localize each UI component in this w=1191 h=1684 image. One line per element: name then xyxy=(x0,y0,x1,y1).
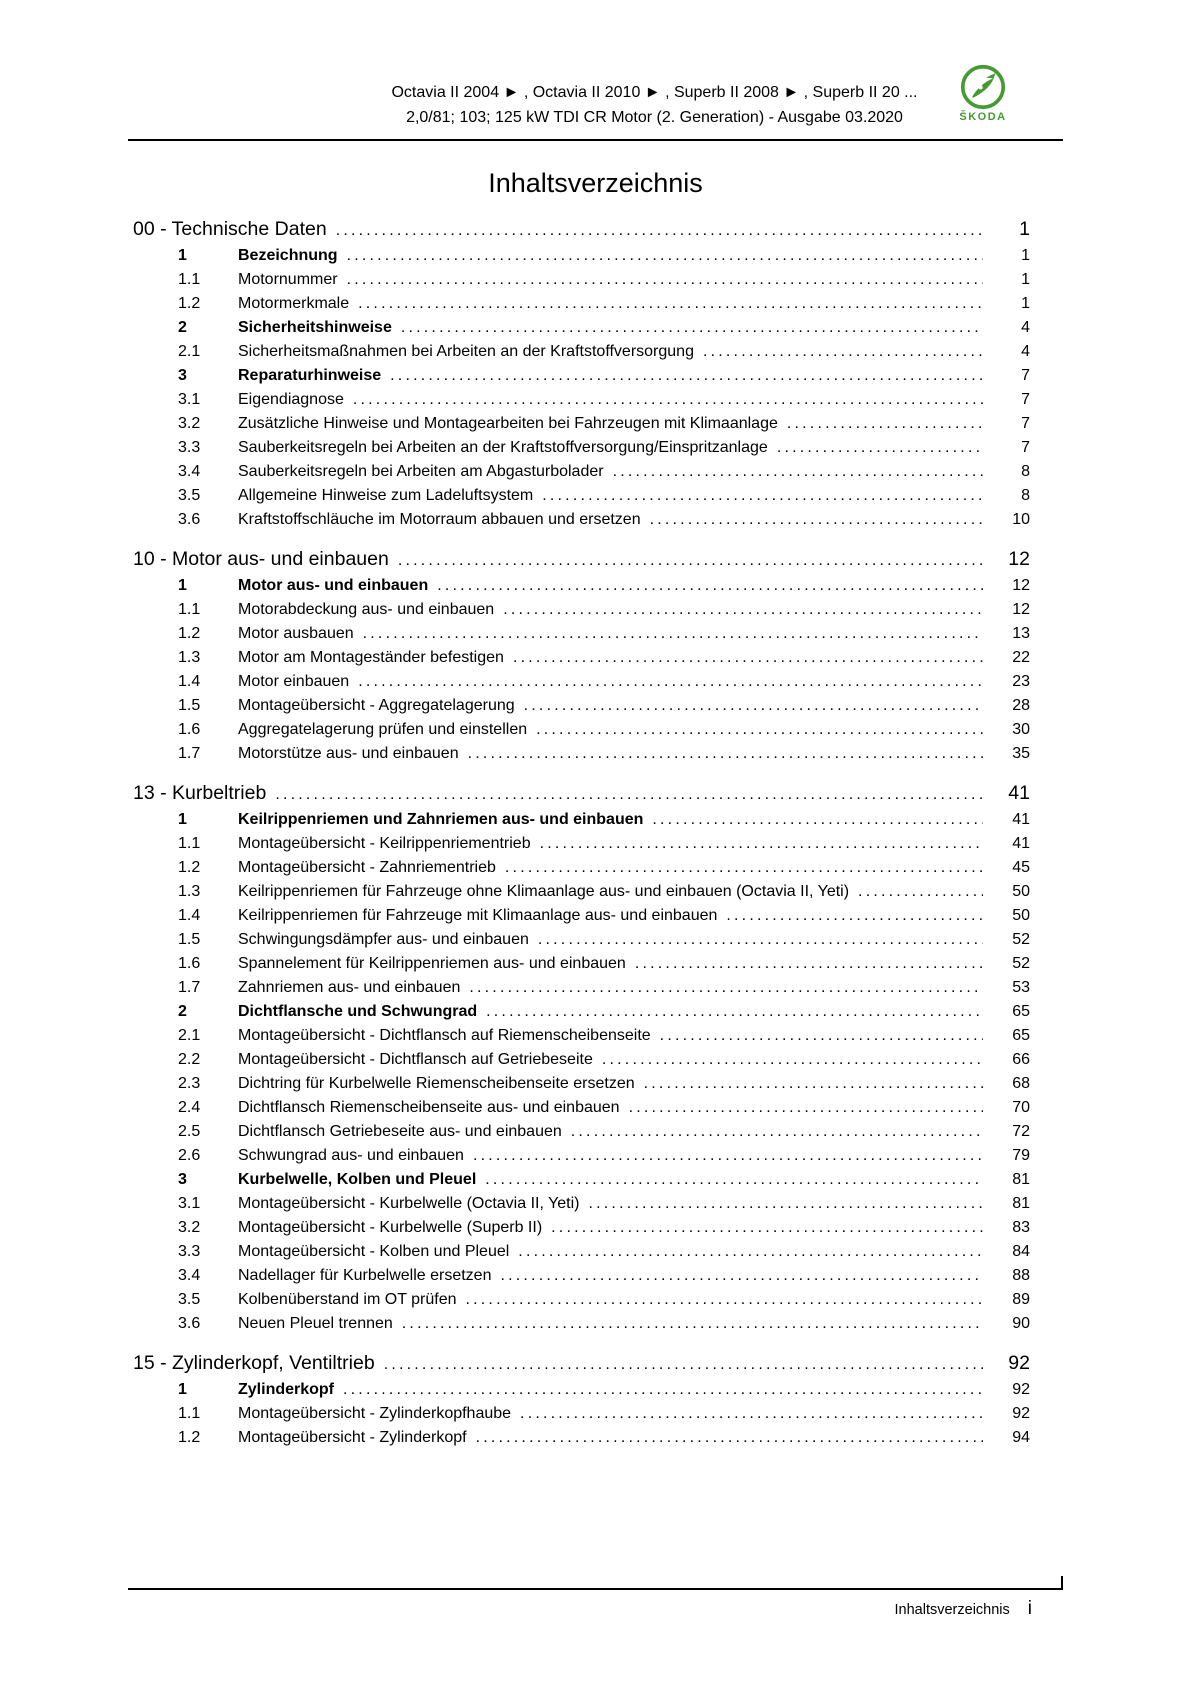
dot-leader xyxy=(520,1402,983,1426)
entry-page-number: 50 xyxy=(1012,883,1030,900)
entry-page-number: 22 xyxy=(1012,649,1030,666)
toc-entry-row[interactable] xyxy=(128,1096,1063,1120)
footer-page-number: i xyxy=(1027,1598,1032,1619)
toc-entry-row[interactable] xyxy=(128,646,1063,670)
entry-title: Motor am Montageständer befestigen xyxy=(238,649,504,666)
dot-leader xyxy=(858,880,983,904)
entry-title: Motorstütze aus- und einbauen xyxy=(238,745,459,762)
entry-number: 1.1 xyxy=(178,271,201,288)
entry-number: 1.3 xyxy=(178,883,201,900)
chapter-title: 15 - Zylinderkopf, Ventiltrieb xyxy=(133,1352,375,1374)
dot-leader xyxy=(437,574,983,598)
entry-number: 2 xyxy=(178,1003,187,1020)
entry-number: 1.2 xyxy=(178,859,201,876)
entry-number: 1.4 xyxy=(178,673,201,690)
dot-leader xyxy=(513,646,983,670)
entry-page-number: 4 xyxy=(1021,343,1030,360)
entry-title: Neuen Pleuel trennen xyxy=(238,1315,393,1332)
toc-entry-row[interactable] xyxy=(128,904,1063,928)
entry-title: Aggregatelagerung prüfen und einstellen xyxy=(238,721,528,738)
entry-title: Reparaturhinweise xyxy=(238,367,382,384)
entry-title: Keilrippenriemen und Zahnriemen aus- und einbauen xyxy=(238,811,644,828)
toc-entry-row[interactable] xyxy=(128,1144,1063,1168)
entry-number: 1.2 xyxy=(178,295,201,312)
entry-title: Keilrippenriemen für Fahrzeuge mit Klimaanlage aus- und einbauen xyxy=(238,907,718,924)
entry-title: Montageübersicht - Zylinderkopf xyxy=(238,1429,467,1446)
toc-entry-row[interactable] xyxy=(128,1402,1063,1426)
entry-number: 2.2 xyxy=(178,1051,201,1068)
toc-entry-row[interactable] xyxy=(128,1312,1063,1336)
entry-title: Zusätzliche Hinweise und Montagearbeiten bei Fahrzeugen mit Klimaanlage xyxy=(238,415,778,432)
entry-title: Bezeichnung xyxy=(238,247,338,264)
entry-title: Montageübersicht - Zahnriementrieb xyxy=(238,859,496,876)
entry-number: 1 xyxy=(178,247,187,264)
entry-number: 1.1 xyxy=(178,601,201,618)
entry-page-number: 7 xyxy=(1021,367,1030,384)
entry-number: 1.1 xyxy=(178,835,201,852)
dot-leader xyxy=(363,622,983,646)
toc-entry-row[interactable] xyxy=(128,460,1063,484)
toc-chapter-row[interactable] xyxy=(128,778,1063,808)
dot-leader xyxy=(469,976,983,1000)
toc-entry-row[interactable] xyxy=(128,952,1063,976)
entry-number: 3.6 xyxy=(178,511,201,528)
entry-page-number: 50 xyxy=(1012,907,1030,924)
entry-number: 2.1 xyxy=(178,343,201,360)
toc-entry-row[interactable] xyxy=(128,340,1063,364)
toc-entry-row[interactable] xyxy=(128,244,1063,268)
dot-leader xyxy=(486,1000,983,1024)
toc-entry-row[interactable] xyxy=(128,832,1063,856)
dot-leader xyxy=(347,244,983,268)
page-header xyxy=(128,80,1063,130)
dot-leader xyxy=(551,1216,983,1240)
entry-number: 1.3 xyxy=(178,649,201,666)
page-footer xyxy=(128,1598,1063,1620)
chapter-title: 13 - Kurbeltrieb xyxy=(133,782,267,804)
entry-page-number: 35 xyxy=(1012,745,1030,762)
dot-leader xyxy=(660,1024,983,1048)
dot-leader xyxy=(650,508,983,532)
entry-number: 3.5 xyxy=(178,1291,201,1308)
entry-page-number: 41 xyxy=(1012,811,1030,828)
entry-title: Motornummer xyxy=(238,271,338,288)
entry-title: Nadellager für Kurbelwelle ersetzen xyxy=(238,1267,492,1284)
dot-leader xyxy=(358,292,983,316)
entry-page-number: 66 xyxy=(1012,1051,1030,1068)
toc-chapter-row[interactable] xyxy=(128,1348,1063,1378)
entry-page-number: 8 xyxy=(1021,463,1030,480)
dot-leader xyxy=(398,544,983,576)
entry-page-number: 28 xyxy=(1012,697,1030,714)
entry-number: 3.4 xyxy=(178,463,201,480)
entry-title: Sicherheitshinweise xyxy=(238,319,392,336)
entry-title: Motor einbauen xyxy=(238,673,350,690)
toc-entry-row[interactable] xyxy=(128,1264,1063,1288)
dot-leader xyxy=(275,778,983,810)
entry-number: 3.2 xyxy=(178,415,201,432)
entry-number: 2.5 xyxy=(178,1123,201,1140)
dot-leader xyxy=(613,460,983,484)
dot-leader xyxy=(538,928,983,952)
entry-page-number: 12 xyxy=(1012,577,1030,594)
toc-entry-row[interactable] xyxy=(128,808,1063,832)
chapter-title: 10 - Motor aus- und einbauen xyxy=(133,548,389,570)
dot-leader xyxy=(485,1168,983,1192)
entry-page-number: 8 xyxy=(1021,487,1030,504)
toc-entry-row[interactable] xyxy=(128,1168,1063,1192)
entry-page-number: 53 xyxy=(1012,979,1030,996)
toc-entry-row[interactable] xyxy=(128,1192,1063,1216)
entry-page-number: 23 xyxy=(1012,673,1030,690)
entry-page-number: 89 xyxy=(1012,1291,1030,1308)
footer-label: Inhaltsverzeichnis xyxy=(894,1602,1010,1618)
entry-page-number: 65 xyxy=(1012,1027,1030,1044)
entry-number: 1.7 xyxy=(178,745,201,762)
dot-leader xyxy=(629,1096,983,1120)
entry-page-number: 72 xyxy=(1012,1123,1030,1140)
entry-page-number: 52 xyxy=(1012,955,1030,972)
entry-number: 3.2 xyxy=(178,1219,201,1236)
entry-number: 3.5 xyxy=(178,487,201,504)
entry-page-number: 65 xyxy=(1012,1003,1030,1020)
entry-page-number: 84 xyxy=(1012,1243,1030,1260)
entry-page-number: 52 xyxy=(1012,931,1030,948)
entry-title: Montageübersicht - Aggregatelagerung xyxy=(238,697,515,714)
entry-title: Montageübersicht - Kurbelwelle (Octavia II, Yeti) xyxy=(238,1195,580,1212)
entry-title: Dichtflansch Riemenscheibenseite aus- und einbauen xyxy=(238,1099,620,1116)
entry-number: 1.6 xyxy=(178,721,201,738)
entry-title: Montageübersicht - Kolben und Pleuel xyxy=(238,1243,510,1260)
entry-number: 1.2 xyxy=(178,1429,201,1446)
entry-title: Schwingungsdämpfer aus- und einbauen xyxy=(238,931,529,948)
entry-title: Motor ausbauen xyxy=(238,625,354,642)
entry-page-number: 10 xyxy=(1012,511,1030,528)
entry-title: Schwungrad aus- und einbauen xyxy=(238,1147,464,1164)
entry-title: Allgemeine Hinweise zum Ladeluftsystem xyxy=(238,487,534,504)
entry-title: Zylinderkopf xyxy=(238,1381,335,1398)
skoda-logo xyxy=(956,64,1010,123)
toc-entry-row[interactable] xyxy=(128,1048,1063,1072)
chapter-page-number: 1 xyxy=(1019,218,1030,240)
dot-leader xyxy=(473,1144,983,1168)
toc-entry-row[interactable] xyxy=(128,316,1063,340)
entry-title: Eigendiagnose xyxy=(238,391,344,408)
entry-title: Montageübersicht - Keilrippenriementrieb xyxy=(238,835,531,852)
entry-title: Dichtring für Kurbelwelle Riemenscheibenseite ersetzen xyxy=(238,1075,635,1092)
entry-title: Spannelement für Keilrippenriemen aus- und einbauen xyxy=(238,955,626,972)
entry-title: Montageübersicht - Kurbelwelle (Superb II) xyxy=(238,1219,543,1236)
entry-title: Keilrippenriemen für Fahrzeuge ohne Klimaanlage aus- und einbauen (Octavia II, Yeti) xyxy=(238,883,850,900)
entry-title: Sicherheitsmaßnahmen bei Arbeiten an der Kraftstoffversorgung xyxy=(238,343,694,360)
entry-page-number: 13 xyxy=(1012,625,1030,642)
dot-leader xyxy=(503,598,983,622)
toc-entry-row[interactable] xyxy=(128,1426,1063,1450)
entry-title: Motor aus- und einbauen xyxy=(238,577,429,594)
entry-number: 2.3 xyxy=(178,1075,201,1092)
dot-leader xyxy=(589,1192,984,1216)
entry-page-number: 81 xyxy=(1012,1195,1030,1212)
dot-leader xyxy=(505,856,983,880)
toc-entry-row[interactable] xyxy=(128,622,1063,646)
dot-leader xyxy=(468,742,983,766)
entry-title: Kurbelwelle, Kolben und Pleuel xyxy=(238,1171,477,1188)
dot-leader xyxy=(635,952,983,976)
dot-leader xyxy=(602,1048,983,1072)
toc-entry-row[interactable] xyxy=(128,856,1063,880)
toc-entry-row[interactable] xyxy=(128,670,1063,694)
entry-page-number: 88 xyxy=(1012,1267,1030,1284)
dot-leader xyxy=(571,1120,983,1144)
header-engine-line: 2,0/81; 103; 125 kW TDI CR Motor (2. Generation) - Ausgabe 03.2020 xyxy=(406,109,903,126)
dot-leader xyxy=(358,670,983,694)
entry-number: 3 xyxy=(178,1171,187,1188)
header-divider xyxy=(128,139,1063,141)
chapter-page-number: 41 xyxy=(1008,782,1030,804)
toc-entry-row[interactable] xyxy=(128,1216,1063,1240)
toc-entry-row[interactable] xyxy=(128,574,1063,598)
toc-list xyxy=(128,214,1063,1450)
dot-leader xyxy=(347,268,983,292)
toc-entry-row[interactable] xyxy=(128,1120,1063,1144)
entry-title: Motormerkmale xyxy=(238,295,350,312)
entry-number: 3.1 xyxy=(178,1195,201,1212)
entry-number: 1.4 xyxy=(178,907,201,924)
toc-entry-row[interactable] xyxy=(128,484,1063,508)
entry-page-number: 7 xyxy=(1021,415,1030,432)
entry-page-number: 70 xyxy=(1012,1099,1030,1116)
toc-entry-row[interactable] xyxy=(128,976,1063,1000)
entry-number: 1 xyxy=(178,811,187,828)
page-title: Inhaltsverzeichnis xyxy=(488,168,703,199)
dot-leader xyxy=(500,1264,983,1288)
chapter-page-number: 92 xyxy=(1008,1352,1030,1374)
entry-title: Zahnriemen aus- und einbauen xyxy=(238,979,461,996)
entry-title: Sauberkeitsregeln bei Arbeiten am Abgasturbolader xyxy=(238,463,604,480)
dot-leader xyxy=(540,832,983,856)
toc-entry-row[interactable] xyxy=(128,1024,1063,1048)
entry-page-number: 81 xyxy=(1012,1171,1030,1188)
entry-page-number: 4 xyxy=(1021,319,1030,336)
entry-page-number: 30 xyxy=(1012,721,1030,738)
dot-leader xyxy=(466,1288,984,1312)
entry-number: 1.6 xyxy=(178,955,201,972)
toc-entry-row[interactable] xyxy=(128,292,1063,316)
entry-number: 1 xyxy=(178,1381,187,1398)
dot-leader xyxy=(787,412,983,436)
dot-leader xyxy=(644,1072,983,1096)
entry-number: 3.3 xyxy=(178,439,201,456)
entry-page-number: 1 xyxy=(1021,295,1030,312)
dot-leader xyxy=(343,1378,983,1402)
entry-page-number: 12 xyxy=(1012,601,1030,618)
toc-entry-row[interactable] xyxy=(128,1072,1063,1096)
entry-page-number: 7 xyxy=(1021,439,1030,456)
entry-title: Dichtflansch Getriebeseite aus- und einbauen xyxy=(238,1123,562,1140)
entry-page-number: 7 xyxy=(1021,391,1030,408)
entry-title: Kraftstoffschläuche im Motorraum abbauen und ersetzen xyxy=(238,511,641,528)
entry-page-number: 92 xyxy=(1012,1381,1030,1398)
dot-leader xyxy=(536,718,983,742)
entry-page-number: 92 xyxy=(1012,1405,1030,1422)
toc-entry-row[interactable] xyxy=(128,718,1063,742)
dot-leader xyxy=(384,1348,983,1380)
dot-leader xyxy=(518,1240,983,1264)
entry-page-number: 79 xyxy=(1012,1147,1030,1164)
entry-page-number: 41 xyxy=(1012,835,1030,852)
entry-title: Montageübersicht - Zylinderkopfhaube xyxy=(238,1405,512,1422)
toc-entry-row[interactable] xyxy=(128,880,1063,904)
toc-entry-row[interactable] xyxy=(128,742,1063,766)
toc-chapter-row[interactable] xyxy=(128,544,1063,574)
entry-number: 3.4 xyxy=(178,1267,201,1284)
entry-page-number: 68 xyxy=(1012,1075,1030,1092)
dot-leader xyxy=(476,1426,983,1450)
toc-entry-row[interactable] xyxy=(128,388,1063,412)
dot-leader xyxy=(726,904,983,928)
entry-title: Montageübersicht - Dichtflansch auf Riemenscheibenseite xyxy=(238,1027,651,1044)
toc-entry-row[interactable] xyxy=(128,1000,1063,1024)
skoda-winged-arrow-icon xyxy=(956,64,1010,110)
entry-number: 1 xyxy=(178,577,187,594)
header-model-line: Octavia II 2004 ► , Octavia II 2010 ► , Superb II 2008 ► , Superb II 20 ... xyxy=(391,84,918,101)
entry-number: 2.1 xyxy=(178,1027,201,1044)
entry-page-number: 90 xyxy=(1012,1315,1030,1332)
footer-divider xyxy=(128,1588,1063,1590)
dot-leader xyxy=(542,484,983,508)
entry-number: 1.2 xyxy=(178,625,201,642)
toc-entry-row[interactable] xyxy=(128,508,1063,532)
toc-entry-row[interactable] xyxy=(128,1240,1063,1264)
dot-leader xyxy=(777,436,983,460)
entry-page-number: 45 xyxy=(1012,859,1030,876)
entry-number: 3 xyxy=(178,367,187,384)
chapter-title: 00 - Technische Daten xyxy=(133,218,327,240)
toc-entry-row[interactable] xyxy=(128,364,1063,388)
toc-entry-row[interactable] xyxy=(128,436,1063,460)
entry-title: Montageübersicht - Dichtflansch auf Getriebeseite xyxy=(238,1051,593,1068)
dot-leader xyxy=(401,316,983,340)
toc-entry-row[interactable] xyxy=(128,928,1063,952)
dot-leader xyxy=(652,808,983,832)
dot-leader xyxy=(524,694,983,718)
entry-number: 3.6 xyxy=(178,1315,201,1332)
entry-title: Sauberkeitsregeln bei Arbeiten an der Kraftstoffversorgung/Einspritzanlage xyxy=(238,439,768,456)
entry-number: 1.5 xyxy=(178,931,201,948)
entry-page-number: 83 xyxy=(1012,1219,1030,1236)
entry-title: Kolbenüberstand im OT prüfen xyxy=(238,1291,457,1308)
dot-leader xyxy=(336,214,983,246)
entry-number: 1.1 xyxy=(178,1405,201,1422)
dot-leader xyxy=(390,364,983,388)
toc-chapter-row[interactable] xyxy=(128,214,1063,244)
dot-leader xyxy=(703,340,983,364)
dot-leader xyxy=(353,388,983,412)
toc-entry-row[interactable] xyxy=(128,1288,1063,1312)
entry-number: 1.7 xyxy=(178,979,201,996)
toc-entry-row[interactable] xyxy=(128,412,1063,436)
entry-title: Dichtflansche und Schwungrad xyxy=(238,1003,478,1020)
entry-number: 2.4 xyxy=(178,1099,201,1116)
toc-entry-row[interactable] xyxy=(128,268,1063,292)
entry-number: 3.1 xyxy=(178,391,201,408)
entry-page-number: 94 xyxy=(1012,1429,1030,1446)
toc-entry-row[interactable] xyxy=(128,598,1063,622)
entry-number: 3.3 xyxy=(178,1243,201,1260)
entry-number: 2 xyxy=(178,319,187,336)
entry-number: 1.5 xyxy=(178,697,201,714)
entry-page-number: 1 xyxy=(1021,247,1030,264)
dot-leader xyxy=(402,1312,983,1336)
skoda-logo-text: ŠKODA xyxy=(959,111,1007,123)
entry-number: 2.6 xyxy=(178,1147,201,1164)
chapter-page-number: 12 xyxy=(1008,548,1030,570)
toc-entry-row[interactable] xyxy=(128,694,1063,718)
entry-page-number: 1 xyxy=(1021,271,1030,288)
toc-entry-row[interactable] xyxy=(128,1378,1063,1402)
entry-title: Motorabdeckung aus- und einbauen xyxy=(238,601,495,618)
